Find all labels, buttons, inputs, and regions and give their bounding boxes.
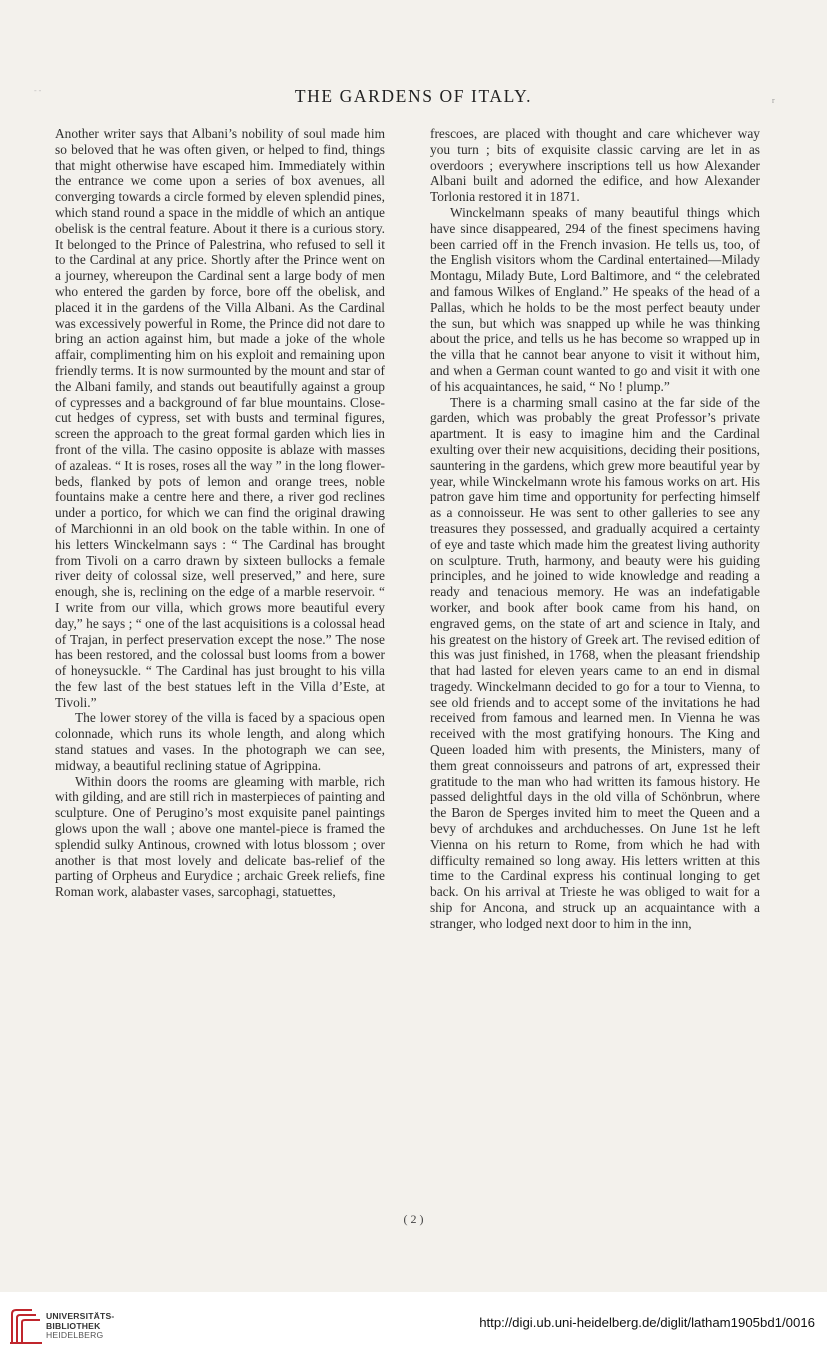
corner-mark: - - [34,86,42,95]
library-logo-icon [8,1306,44,1346]
left-column [55,126,385,900]
right-column [430,126,760,932]
margin-marker: r [772,96,775,105]
library-line-2: BIBLIOTHEK [46,1320,101,1331]
page-number: ( 2 ) [403,1212,424,1226]
page-title: THE GARDENS OF ITALY. [294,86,533,106]
viewer-footer [0,1292,827,1361]
library-line-3: HEIDELBERG [46,1330,104,1341]
paragraph: There is a charming small casino at the far side of the garden, which was probably the great Professor’s private apartment. It is easy to imagine him and the Cardinal exulting over their new acquisitions, deciding their positions, sauntering in the gardens, which grew more beautiful year by year, while Winckelmann wrote his famous works on art. His patron gave him time and opportunity for perfecting himself as a connoisseur. He was sent to other galleries to see any treasures they possessed, and gradually acquired a certainty of eye and taste which made him the greatest living authority on sculpture. Truth, harmony, and beauty were his guiding principles, and he joined to wide knowledge and reading a ready and tenacious memory. He was an indefatigable worker, and book after book came from his hand, on engraved gems, on the state of art and science in Italy, and his greatest on the history of Greek art. The revised edition of this was just finished, in 1768, when the pleasant friendship that had lasted for eleven years came to an end in dismal tragedy. Winckelmann decided to go for a tour to Vienna, to see old friends and to accept some of the invitations he had received from famous and learned men. In Vienna he was received with the most gratifying honours. The King and Queen loaded him with presents, the Ministers, many of them great connoisseurs and patrons of art, expressed their gratitude to the man who had written its famous history. He passed delightful days in the old villa of Schönbrun, where the Baron de Sperges invited him to meet the Queen and a bevy of archdukes and archduchesses. On June 1st he left Vienna on his return to Rome, from which he had with difficulty remained so long away. His letters written at this time to the Cardinal express his continual longing to get back. On his arrival at Trieste he was obliged to wait for a ship for Ancona, and struck up an acquaintance with a stranger, who lodged next door to him in the inn, [430,394,760,931]
paragraph: Winckelmann speaks of many beautiful things which have since disappeared, 294 of the finest specimens having been carried off in the French invasion. He tells us, too, of the English visitors whom the Cardinal entertained—Milady Montagu, Milady Bute, Lord Baltimore, and “ the celebrated and famous Wilkes of England.” He speaks of the head of a Pallas, which he holds to be the most perfect beauty under the sun, but which was snapped up while he was thinking about the price, and tells us he has become so wrapped up in the villa that he cannot bear anyone to visit it without him, and when a German count wanted to go and visit it with one of his acquaintances, he said, “ No ! plump.” [430,204,760,394]
paragraph: frescoes, are placed with thought and care whichever way you turn ; bits of exquisite classic carving are let in as overdoors ; everywhere inscriptions tell us how Alexander Albani built and adorned the edifice, and how Alexander Torlonia restored it in 1871. [430,126,760,205]
paragraph: The lower storey of the villa is faced by a spacious open colonnade, which runs its whole length, and along which stand statues and vases. In the photograph we can see, midway, a beautiful reclining statue of Agrippina. [55,710,385,773]
paragraph: Within doors the rooms are gleaming with marble, rich with gilding, and are still rich in masterpieces of painting and sculpture. One of Perugino’s most exquisite panel paintings glows upon the wall ; above one mantel-piece is framed the splendid sulky Antinous, crowned with lotus blossom ; over another is that most lovely and delicate bas-relief of the parting of Orpheus and Eurydice ; archaic Greek reliefs, fine Roman work, alabaster vases, sarcophagi, statuettes, [55,773,385,900]
permalink-url[interactable]: http://digi.ub.uni-heidelberg.de/diglit/latham1905bd1/0016 [479,1315,815,1330]
library-name [46,1312,115,1341]
paragraph: Another writer says that Albani’s nobility of soul made him so beloved that he was often given, or helped to find, things that might otherwise have escaped him. Immediately within the entrance we come upon a series of box avenues, all converging towards a circle formed by eleven splendid pines, which stand round a space in the middle of which an antique obelisk is the central feature. About it there is a curious story. It belonged to the Prince of Palestrina, who refused to sell it to the Cardinal at any price. Shortly after the Prince went on a journey, whereupon the Cardinal sent a large body of men who entered the garden by force, bore off the obelisk, and placed it in the gardens of the Villa Albani. As the Cardinal was excessively powerful in Rome, the Prince did not dare to bring an action against him, but made a joke of the whole affair, complimenting him on his exploit and remaining upon friendly terms. It is now surmounted by the mount and star of the Albani family, and stands out beautifully against a group of cypresses and a background of far blue mountains. Close-cut hedges of cypress, set with busts and terminal figures, screen the approach to the great formal garden which lies in front of the villa. The casino opposite is ablaze with masses of azaleas. “ It is roses, roses all the way ” in the long flower-beds, flanked by pots of lemon and orange trees, noble fountains make a centre here and there, a river god reclines under a portico, for which we can find the original drawing of Marchionni in an old book on the table within. In one of his letters Winckelmann says : “ The Cardinal has brought from Tivoli on a carro drawn by sixteen bullocks a female river deity of colossal size, well preserved,” and here, sure enough, she is, reclining on the edge of a marble reservoir. “ I write from our villa, which grows more beautiful every day,” he says ; “ one of the last acquisitions is a colossal head of Trajan, in perfect preservation except the nose.” The nose has been restored, and the colossal bust looms from a bower of honeysuckle. “ The Cardinal has just brought to his villa the few last of the best statues left in the Villa d’Este, at Tivoli.” [55,126,385,710]
library-line-1: UNIVERSITÄTS- [46,1311,115,1321]
